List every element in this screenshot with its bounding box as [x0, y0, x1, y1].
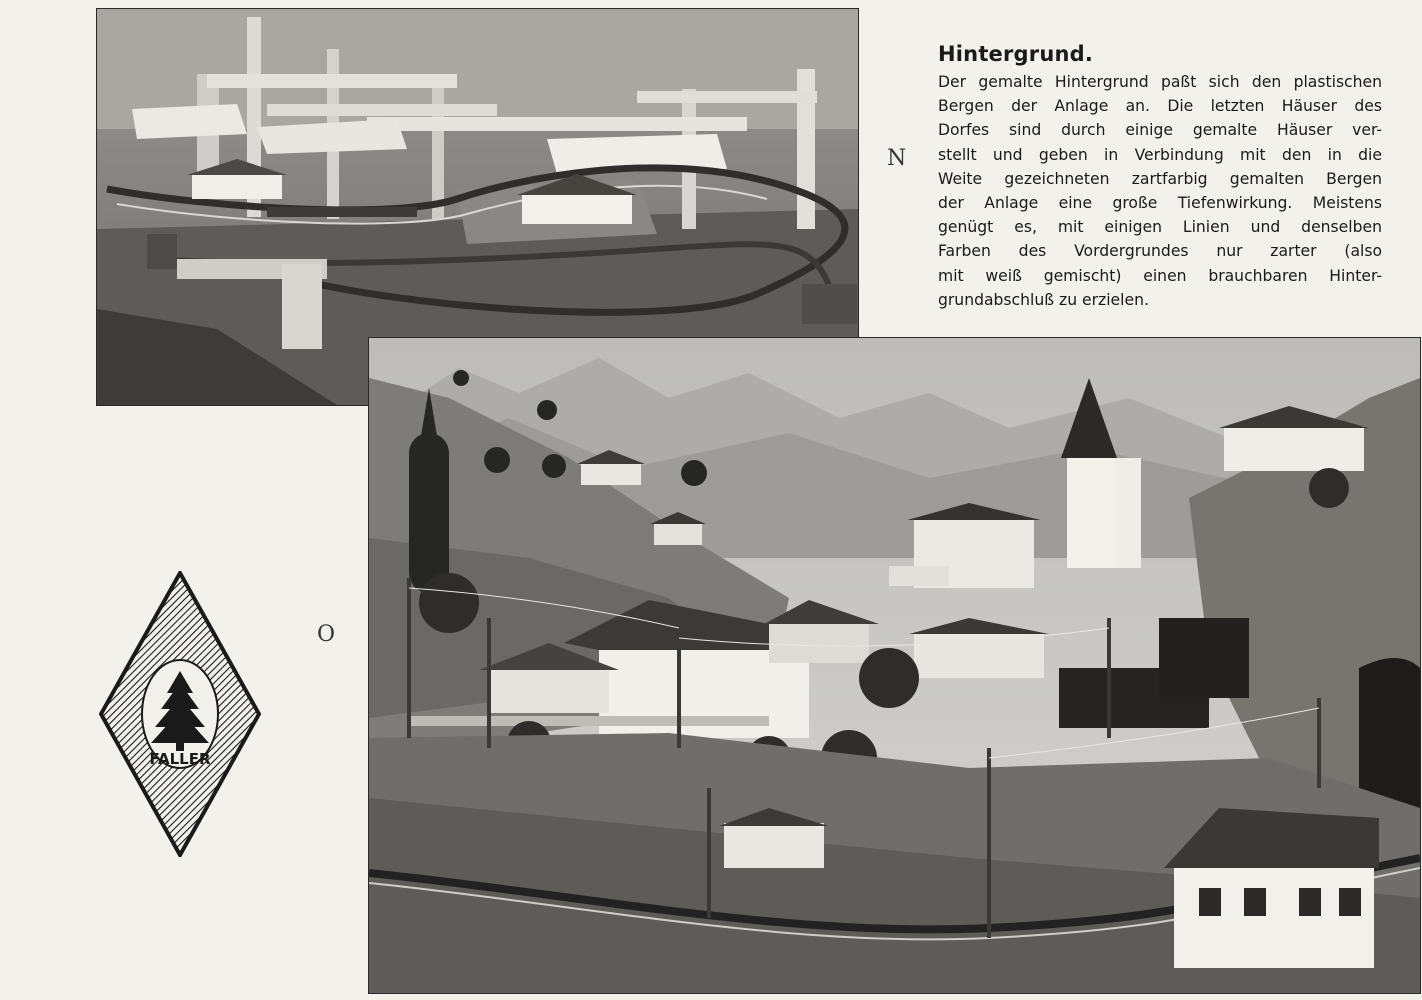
- article-line: grundabschluß zu erzielen.: [938, 290, 1149, 309]
- article-line: mit weiß gemischt) einen brauchbaren Hinter-: [938, 266, 1382, 285]
- article-title: Hintergrund.: [938, 42, 1094, 66]
- article-line: stellt und geben in Verbindung mit den in die: [938, 145, 1382, 164]
- article: [938, 42, 1382, 312]
- photo-marker-n: N: [887, 146, 907, 171]
- article-line: Dorfes sind durch einige gemalte Häuser ver-: [938, 121, 1382, 140]
- article-line: Bergen der Anlage an. Die letzten Häuser des: [938, 97, 1382, 116]
- article-line: Der gemalte Hintergrund paßt sich den plastischen: [938, 73, 1382, 91]
- article-line: Farben des Vordergrundes nur zarter (also: [938, 242, 1382, 261]
- article-line: der Anlage eine große Tiefenwirkung. Meistens: [938, 194, 1382, 213]
- faller-logo: [99, 571, 261, 857]
- logo-text: FALLER: [149, 750, 211, 768]
- fir-tree-icon: [99, 571, 261, 857]
- article-line: Weite gezeichneten zartfarbig gemalten Bergen: [938, 169, 1382, 188]
- article-line: genügt es, mit einigen Linien und denselben: [938, 218, 1382, 237]
- diorama-village-photo: [368, 337, 1421, 994]
- diorama-village-image: [369, 338, 1420, 993]
- photo-marker-o: O: [317, 622, 336, 647]
- article-body: [938, 70, 1382, 312]
